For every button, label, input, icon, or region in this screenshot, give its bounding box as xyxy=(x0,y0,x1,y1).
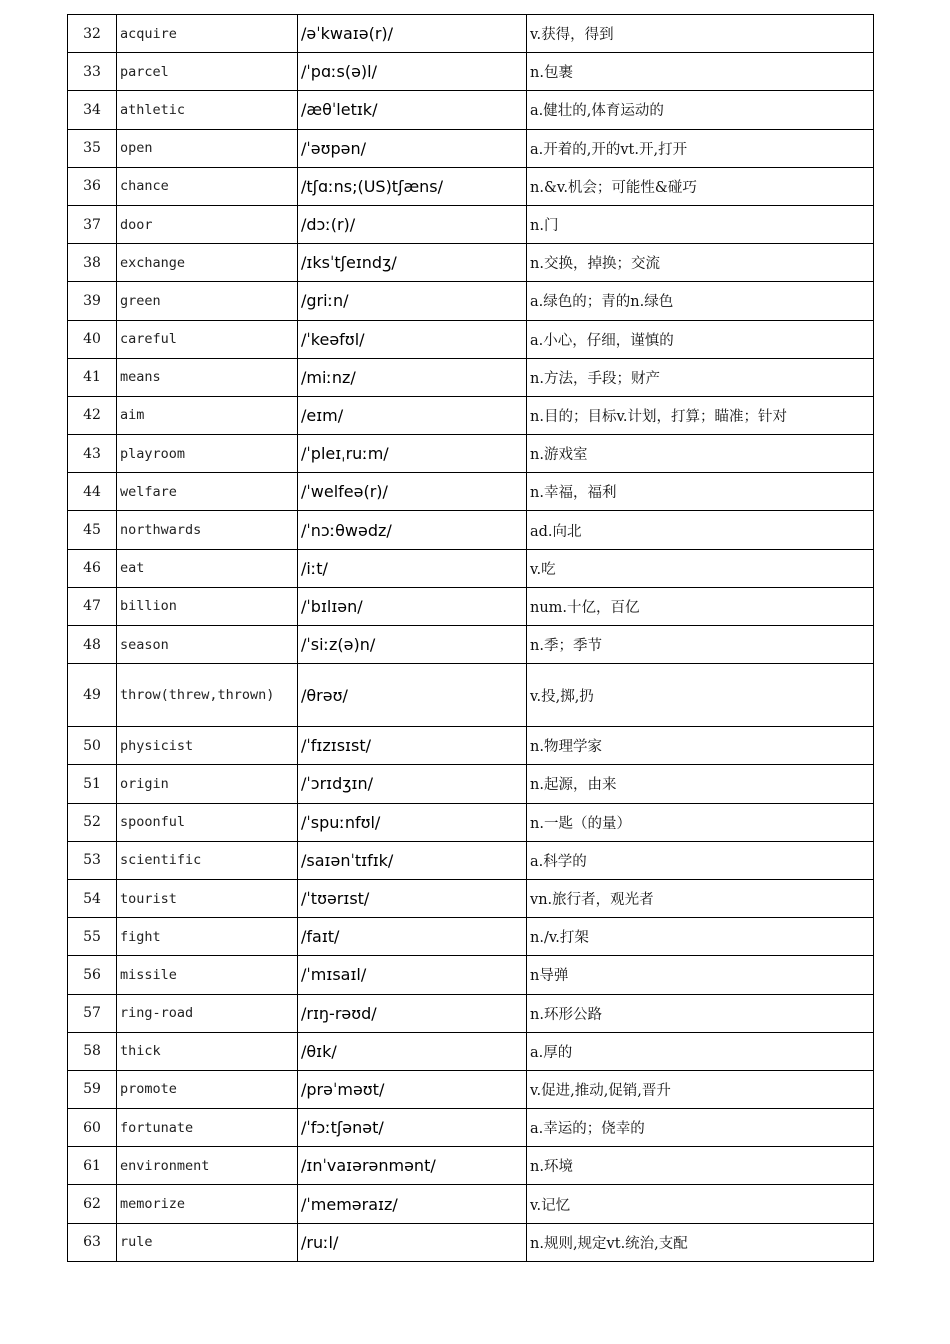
entry-number: 45 xyxy=(68,511,117,549)
entry-meaning: vn.旅行者，观光者 xyxy=(527,879,874,917)
entry-number: 44 xyxy=(68,473,117,511)
table-row xyxy=(68,511,874,549)
entry-word: open xyxy=(117,129,298,167)
entry-phonetic: /ˈmeməraɪz/ xyxy=(298,1185,527,1223)
entry-meaning: v.促进,推动,促销,晋升 xyxy=(527,1070,874,1108)
entry-word: parcel xyxy=(117,53,298,91)
entry-number: 50 xyxy=(68,727,117,765)
entry-meaning: n.起源，由来 xyxy=(527,765,874,803)
entry-meaning: n.一匙（的量） xyxy=(527,803,874,841)
entry-word: chance xyxy=(117,167,298,205)
entry-number: 46 xyxy=(68,549,117,587)
entry-word: missile xyxy=(117,956,298,994)
entry-number: 37 xyxy=(68,205,117,243)
entry-meaning: num.十亿，百亿 xyxy=(527,587,874,625)
entry-word: origin xyxy=(117,765,298,803)
entry-meaning: n.环形公路 xyxy=(527,994,874,1032)
table-row xyxy=(68,15,874,53)
entry-number: 54 xyxy=(68,879,117,917)
entry-meaning: n导弹 xyxy=(527,956,874,994)
table-row xyxy=(68,435,874,473)
entry-meaning: v.记忆 xyxy=(527,1185,874,1223)
entry-number: 42 xyxy=(68,396,117,434)
table-row xyxy=(68,358,874,396)
entry-phonetic: /θrəʊ/ xyxy=(298,664,527,727)
entry-word: promote xyxy=(117,1070,298,1108)
entry-phonetic: /ˈpɑːs(ə)l/ xyxy=(298,53,527,91)
entry-phonetic: /ˈpleɪˌruːm/ xyxy=(298,435,527,473)
entry-word: welfare xyxy=(117,473,298,511)
entry-number: 39 xyxy=(68,282,117,320)
vocabulary-table xyxy=(67,14,874,1262)
entry-phonetic: /dɔː(r)/ xyxy=(298,205,527,243)
entry-meaning: v.获得，得到 xyxy=(527,15,874,53)
entry-meaning: a.开着的,开的vt.开,打开 xyxy=(527,129,874,167)
entry-number: 56 xyxy=(68,956,117,994)
table-row xyxy=(68,91,874,129)
entry-number: 41 xyxy=(68,358,117,396)
entry-phonetic: /ˈwelfeə(r)/ xyxy=(298,473,527,511)
entry-meaning: n.&v.机会；可能性&碰巧 xyxy=(527,167,874,205)
entry-word: means xyxy=(117,358,298,396)
entry-word: environment xyxy=(117,1147,298,1185)
table-row xyxy=(68,765,874,803)
table-row xyxy=(68,1147,874,1185)
entry-phonetic: /ruːl/ xyxy=(298,1223,527,1261)
entry-number: 60 xyxy=(68,1109,117,1147)
table-row xyxy=(68,841,874,879)
table-row xyxy=(68,396,874,434)
entry-number: 53 xyxy=(68,841,117,879)
entry-word: careful xyxy=(117,320,298,358)
entry-number: 51 xyxy=(68,765,117,803)
entry-word: scientific xyxy=(117,841,298,879)
entry-word: memorize xyxy=(117,1185,298,1223)
entry-number: 40 xyxy=(68,320,117,358)
entry-meaning: ad.向北 xyxy=(527,511,874,549)
table-row xyxy=(68,1185,874,1223)
entry-meaning: n.幸福，福利 xyxy=(527,473,874,511)
table-row xyxy=(68,1032,874,1070)
entry-phonetic: /ɪnˈvaɪərənmənt/ xyxy=(298,1147,527,1185)
entry-meaning: n.环境 xyxy=(527,1147,874,1185)
entry-meaning: n.包裹 xyxy=(527,53,874,91)
entry-meaning: n.规则,规定vt.统治,支配 xyxy=(527,1223,874,1261)
entry-phonetic: /miːnz/ xyxy=(298,358,527,396)
table-row xyxy=(68,994,874,1032)
entry-phonetic: /ˈəʊpən/ xyxy=(298,129,527,167)
table-row xyxy=(68,205,874,243)
entry-meaning: n.游戏室 xyxy=(527,435,874,473)
table-row xyxy=(68,320,874,358)
entry-phonetic: /tʃɑːns;(US)tʃæns/ xyxy=(298,167,527,205)
entry-word: spoonful xyxy=(117,803,298,841)
entry-phonetic: /griːn/ xyxy=(298,282,527,320)
entry-phonetic: /eɪm/ xyxy=(298,396,527,434)
entry-word: acquire xyxy=(117,15,298,53)
entry-number: 57 xyxy=(68,994,117,1032)
table-row xyxy=(68,1109,874,1147)
entry-number: 58 xyxy=(68,1032,117,1070)
entry-word: throw(threw,thrown) xyxy=(117,664,298,727)
entry-word: athletic xyxy=(117,91,298,129)
table-row xyxy=(68,664,874,727)
entry-word: tourist xyxy=(117,879,298,917)
entry-phonetic: /ˈsiːz(ə)n/ xyxy=(298,626,527,664)
entry-phonetic: /θɪk/ xyxy=(298,1032,527,1070)
entry-word: thick xyxy=(117,1032,298,1070)
entry-meaning: a.厚的 xyxy=(527,1032,874,1070)
table-row xyxy=(68,129,874,167)
entry-phonetic: /ˈkeəfʊl/ xyxy=(298,320,527,358)
entry-meaning: a.科学的 xyxy=(527,841,874,879)
entry-phonetic: /iːt/ xyxy=(298,549,527,587)
entry-word: fight xyxy=(117,918,298,956)
entry-phonetic: /əˈkwaɪə(r)/ xyxy=(298,15,527,53)
vocabulary-sheet xyxy=(67,14,873,1262)
entry-number: 52 xyxy=(68,803,117,841)
entry-number: 35 xyxy=(68,129,117,167)
entry-number: 47 xyxy=(68,587,117,625)
entry-number: 36 xyxy=(68,167,117,205)
entry-number: 55 xyxy=(68,918,117,956)
entry-phonetic: /rɪŋ-rəʊd/ xyxy=(298,994,527,1032)
table-row xyxy=(68,167,874,205)
entry-word: eat xyxy=(117,549,298,587)
table-row xyxy=(68,244,874,282)
entry-word: rule xyxy=(117,1223,298,1261)
entry-phonetic: /saɪənˈtɪfɪk/ xyxy=(298,841,527,879)
table-row xyxy=(68,1223,874,1261)
table-row xyxy=(68,626,874,664)
entry-phonetic: /ˈfɪzɪsɪst/ xyxy=(298,727,527,765)
table-row xyxy=(68,587,874,625)
entry-number: 38 xyxy=(68,244,117,282)
entry-word: northwards xyxy=(117,511,298,549)
entry-number: 59 xyxy=(68,1070,117,1108)
entry-phonetic: /æθˈletɪk/ xyxy=(298,91,527,129)
entry-phonetic: /ˈbɪlɪən/ xyxy=(298,587,527,625)
entry-phonetic: /ˈfɔːtʃənət/ xyxy=(298,1109,527,1147)
entry-word: season xyxy=(117,626,298,664)
table-row xyxy=(68,803,874,841)
entry-number: 34 xyxy=(68,91,117,129)
entry-number: 49 xyxy=(68,664,117,727)
entry-number: 48 xyxy=(68,626,117,664)
vocabulary-table-body xyxy=(68,15,874,1262)
table-row xyxy=(68,282,874,320)
entry-meaning: v.吃 xyxy=(527,549,874,587)
entry-meaning: n./v.打架 xyxy=(527,918,874,956)
entry-meaning: n.物理学家 xyxy=(527,727,874,765)
entry-number: 33 xyxy=(68,53,117,91)
table-row xyxy=(68,956,874,994)
entry-phonetic: /ˈnɔːθwədz/ xyxy=(298,511,527,549)
table-row xyxy=(68,473,874,511)
entry-meaning: n.交换，掉换；交流 xyxy=(527,244,874,282)
entry-number: 32 xyxy=(68,15,117,53)
entry-meaning: a.幸运的；侥幸的 xyxy=(527,1109,874,1147)
entry-number: 62 xyxy=(68,1185,117,1223)
entry-word: green xyxy=(117,282,298,320)
entry-phonetic: /ɪksˈtʃeɪndʒ/ xyxy=(298,244,527,282)
entry-phonetic: /faɪt/ xyxy=(298,918,527,956)
entry-phonetic: /prəˈməʊt/ xyxy=(298,1070,527,1108)
entry-word: physicist xyxy=(117,727,298,765)
entry-number: 61 xyxy=(68,1147,117,1185)
entry-word: ring-road xyxy=(117,994,298,1032)
entry-meaning: n.方法，手段；财产 xyxy=(527,358,874,396)
entry-phonetic: /ˈtʊərɪst/ xyxy=(298,879,527,917)
entry-meaning: n.季；季节 xyxy=(527,626,874,664)
table-row xyxy=(68,918,874,956)
entry-meaning: n.目的；目标v.计划，打算；瞄准；针对 xyxy=(527,396,874,434)
entry-meaning: a.健壮的,体育运动的 xyxy=(527,91,874,129)
entry-phonetic: /ˈspuːnfʊl/ xyxy=(298,803,527,841)
entry-word: exchange xyxy=(117,244,298,282)
entry-phonetic: /ˈɔrɪdʒɪn/ xyxy=(298,765,527,803)
entry-word: door xyxy=(117,205,298,243)
entry-number: 63 xyxy=(68,1223,117,1261)
table-row xyxy=(68,727,874,765)
entry-word: fortunate xyxy=(117,1109,298,1147)
entry-meaning: a.小心，仔细，谨慎的 xyxy=(527,320,874,358)
table-row xyxy=(68,1070,874,1108)
table-row xyxy=(68,879,874,917)
entry-meaning: v.投,掷,扔 xyxy=(527,664,874,727)
table-row xyxy=(68,549,874,587)
entry-word: playroom xyxy=(117,435,298,473)
table-row xyxy=(68,53,874,91)
entry-word: aim xyxy=(117,396,298,434)
entry-meaning: n.门 xyxy=(527,205,874,243)
entry-word: billion xyxy=(117,587,298,625)
entry-number: 43 xyxy=(68,435,117,473)
entry-phonetic: /ˈmɪsaɪl/ xyxy=(298,956,527,994)
entry-meaning: a.绿色的；青的n.绿色 xyxy=(527,282,874,320)
